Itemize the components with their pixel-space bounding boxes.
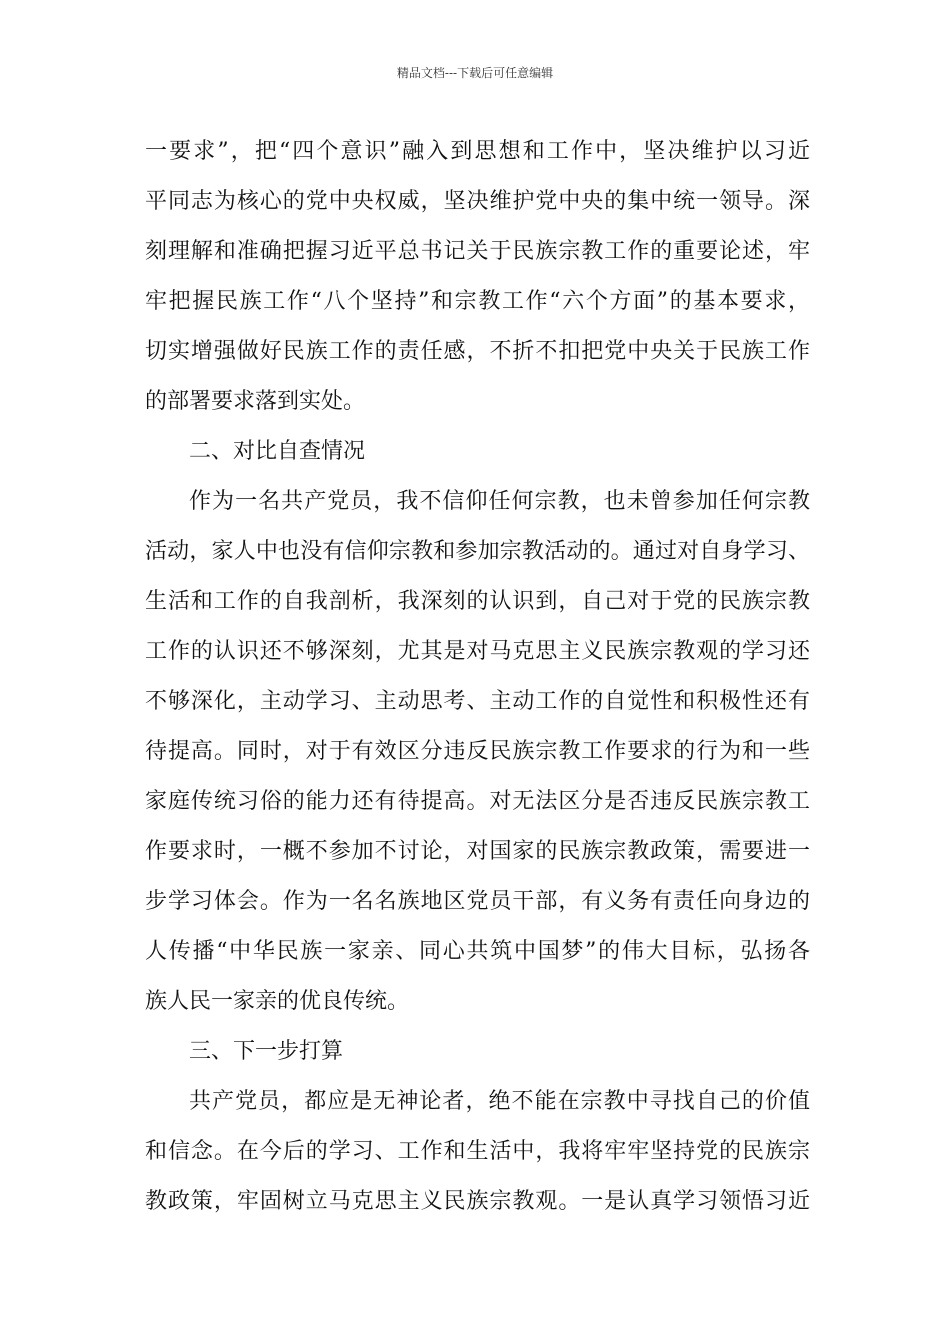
text-line: 作要求时，一概不参加不讨论，对国家的民族宗教政策，需要进一 xyxy=(145,839,810,864)
text-line: 人传播“中华民族一家亲、同心共筑中国梦”的伟大目标，弘扬各 xyxy=(145,939,810,964)
text-line: 待提高。同时，对于有效区分违反民族宗教工作要求的行为和一些 xyxy=(145,739,810,764)
text-line: 平同志为核心的党中央权威，坚决维护党中央的集中统一领导。深 xyxy=(145,189,810,214)
text-line: 牢把握民族工作“八个坚持”和宗教工作“六个方面”的基本要求， xyxy=(145,289,810,314)
text-line: 切实增强做好民族工作的责任感，不折不扣把党中央关于民族工作 xyxy=(145,339,810,364)
section-heading: 三、下一步打算 xyxy=(189,1039,344,1064)
text-line: 活动，家人中也没有信仰宗教和参加宗教活动的。通过对自身学习、 xyxy=(145,539,810,564)
text-line: 的部署要求落到实处。 xyxy=(145,389,366,414)
text-line: 一要求”，把“四个意识”融入到思想和工作中，坚决维护以习近 xyxy=(145,139,810,164)
text-line: 工作的认识还不够深刻，尤其是对马克思主义民族宗教观的学习还 xyxy=(145,639,810,664)
text-line: 和信念。在今后的学习、工作和生活中，我将牢牢坚持党的民族宗 xyxy=(145,1139,810,1164)
text-line: 共产党员，都应是无神论者，绝不能在宗教中寻找自己的价值 xyxy=(189,1089,810,1114)
text-line: 步学习体会。作为一名名族地区党员干部，有义务有责任向身边的 xyxy=(145,889,810,914)
section-heading: 二、对比自查情况 xyxy=(189,439,366,464)
text-line: 家庭传统习俗的能力还有待提高。对无法区分是否违反民族宗教工 xyxy=(145,789,810,814)
text-line: 教政策，牢固树立马克思主义民族宗教观。一是认真学习领悟习近 xyxy=(145,1189,810,1214)
text-line: 刻理解和准确把握习近平总书记关于民族宗教工作的重要论述，牢 xyxy=(145,239,810,264)
text-line: 不够深化，主动学习、主动思考、主动工作的自觉性和积极性还有 xyxy=(145,689,810,714)
text-line: 族人民一家亲的优良传统。 xyxy=(145,989,410,1014)
document-body xyxy=(145,127,810,1227)
text-line: 作为一名共产党员，我不信仰任何宗教，也未曾参加任何宗教 xyxy=(189,489,810,514)
text-line: 生活和工作的自我剖析，我深刻的认识到，自己对于党的民族宗教 xyxy=(145,589,810,614)
page-header: 精品文档---下载后可任意编辑 xyxy=(396,66,554,80)
